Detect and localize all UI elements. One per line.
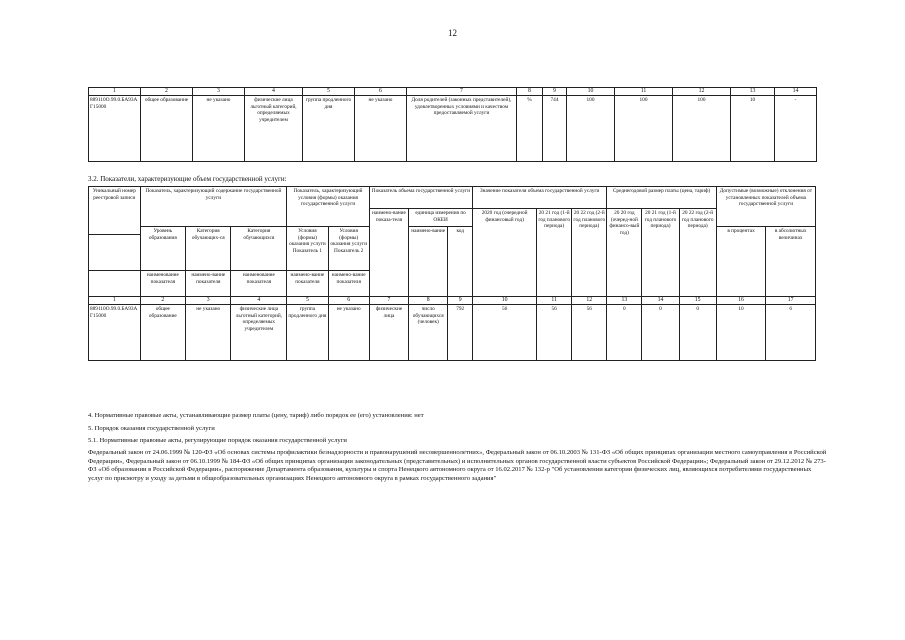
table-cell: общее образование	[140, 305, 185, 361]
table-cell: 100	[567, 96, 615, 162]
header-indicator-name: наимено-вание показателя	[328, 271, 369, 297]
column-number-row	[89, 88, 817, 96]
header-condition-1: Условия (формы) оказания услуги Показатель 1	[287, 227, 328, 271]
table-cell: 56	[473, 305, 537, 361]
col-number: 14	[775, 88, 817, 96]
table-cell: Доля родителей (законных представителей), удовлетворенных условиями и качеством предоставляемой услуги	[407, 96, 517, 162]
header-unique-number: Уникальный номер реестровой записи	[89, 187, 141, 235]
table-row	[89, 96, 817, 162]
header-year-2021: 20 21 год (1-й год планового периода)	[537, 209, 572, 297]
col-number: 3	[193, 88, 245, 96]
header-fee-2021: 20 21 год (1-й год планового периода)	[642, 209, 679, 297]
col-number: 12	[572, 297, 607, 305]
col-number: 8	[517, 88, 543, 96]
table-cell: не указано	[193, 96, 245, 162]
header-fee-2022: 20 22 год (2-й год планового периода)	[679, 209, 716, 297]
col-number: 10	[473, 297, 537, 305]
table-cell: 744	[543, 96, 567, 162]
col-number: 13	[731, 88, 775, 96]
col-number: 1	[89, 88, 141, 96]
header-unit-name: наимено-вание	[409, 227, 448, 297]
header-empty	[89, 271, 141, 297]
header-year-2022: 20 22 год (2-й год планового периода)	[572, 209, 607, 297]
cell-registry-number: 889110О.99.0.БА93АГ15000	[89, 305, 141, 361]
col-number: 5	[303, 88, 355, 96]
col-number: 6	[328, 297, 369, 305]
table-row	[89, 305, 816, 361]
col-number: 4	[245, 88, 303, 96]
table-cell: 10	[716, 305, 766, 361]
table-cell: 6	[766, 305, 816, 361]
header-absolute: в абсолютных величинах	[766, 227, 816, 297]
col-number: 12	[673, 88, 731, 96]
table-cell: группа продленного дня	[287, 305, 328, 361]
header-indicator-name: наименование показателя	[140, 271, 185, 297]
paragraph-regulatory-acts: 5.1. Нормативные правовые акты, регулирующие порядок оказания государственной услуги	[88, 437, 347, 444]
table-cell: 0	[607, 305, 642, 361]
col-number: 11	[615, 88, 673, 96]
header-conditions: Показатель, характеризующий условия (формы) оказания государственной услуги	[287, 187, 370, 227]
page-number: 12	[448, 28, 457, 38]
table-cell: 100	[615, 96, 673, 162]
col-number: 9	[543, 88, 567, 96]
table-cell: 792	[448, 305, 473, 361]
table-cell: группа продленного дня	[303, 96, 355, 162]
col-number: 11	[537, 297, 572, 305]
col-number: 1	[89, 297, 141, 305]
col-number: 15	[679, 297, 716, 305]
header-row	[89, 187, 816, 209]
col-number: 13	[607, 297, 642, 305]
header-deviation: Допустимые (возможные) отклонения от установленных показателей объема государственной услуги	[716, 187, 815, 227]
col-number: 10	[567, 88, 615, 96]
header-fee-2020: 20 20 год (очеред-ной финансо-вый год)	[607, 209, 642, 297]
col-number: 5	[287, 297, 328, 305]
volume-indicators-table	[88, 186, 816, 361]
table-cell: 56	[537, 305, 572, 361]
header-year-2020: 2020 год (очередной финансовый год)	[473, 209, 537, 297]
table-cell: не указано	[355, 96, 407, 162]
col-number: 7	[369, 297, 408, 305]
table-cell: -	[775, 96, 817, 162]
header-content: Показатель, характеризующий содержание государственной услуги	[140, 187, 287, 227]
table-cell: не указано	[186, 305, 231, 361]
header-level: Уровень образования	[140, 227, 185, 271]
table-cell: физические лица	[369, 305, 408, 361]
col-number: 8	[409, 297, 448, 305]
header-category-students: Категория обучающих-ся	[186, 227, 231, 271]
header-unit: единица измерения по ОКЕИ	[409, 209, 473, 227]
header-empty	[89, 235, 141, 271]
header-percent: в процентах	[716, 227, 766, 297]
table-cell: физические лица льготный категорий, определяемых учредителем	[245, 96, 303, 162]
table-cell: число обучающихся (человек)	[409, 305, 448, 361]
col-number: 6	[355, 88, 407, 96]
col-number: 3	[186, 297, 231, 305]
table-cell: физические лица льготный категорий, определяемых учредителем	[231, 305, 287, 361]
header-indicator-name: наименование показателя	[231, 271, 287, 297]
col-number: 9	[448, 297, 473, 305]
paragraph-service-procedure: 5. Порядок оказания государственной услуги	[88, 425, 215, 432]
table-cell: %	[517, 96, 543, 162]
header-category-users: Категория обучающихся	[231, 227, 287, 271]
header-indicator-name: наимено-вание показа-теля	[369, 209, 408, 297]
col-number: 2	[141, 88, 193, 96]
header-indicator-name: наимено-вание показателя	[186, 271, 231, 297]
column-number-row	[89, 297, 816, 305]
header-volume: Показатель объема государственной услуги	[369, 187, 472, 209]
col-number: 2	[140, 297, 185, 305]
table-cell: 56	[572, 305, 607, 361]
header-volume-value: Значение показателя объема государственной услуги	[473, 187, 607, 209]
table-cell: не указано	[328, 305, 369, 361]
col-number: 17	[766, 297, 816, 305]
paragraph-fee-acts: 4. Нормативные правовые акты, устанавливающие размер платы (цену, тариф) либо порядок ее (его) установления: нет	[88, 412, 424, 419]
header-condition-2: Условия (формы) оказания услуги Показатель 2	[328, 227, 369, 271]
table-cell: 0	[642, 305, 679, 361]
col-number: 7	[407, 88, 517, 96]
table-cell: общее образование	[141, 96, 193, 162]
header-unit-code: код	[448, 227, 473, 297]
table-cell: 0	[679, 305, 716, 361]
header-indicator-name: наимено-вание показателя	[287, 271, 328, 297]
section-title: 3.2. Показатели, характеризующие объем государственной услуги:	[88, 175, 287, 183]
header-avg-fee: Среднегодовой размер платы (цена, тариф)	[607, 187, 716, 209]
col-number: 4	[231, 297, 287, 305]
table-cell: 10	[731, 96, 775, 162]
col-number: 16	[716, 297, 766, 305]
col-number: 14	[642, 297, 679, 305]
table-cell: 100	[673, 96, 731, 162]
cell-registry-number: 889110О.99.0.БА93АГ15000	[89, 96, 141, 162]
paragraph-law-list: Федеральный закон от 24.06.1999 № 120-ФЗ «Об основах системы профилактики безнадзорности и правонарушений несовершеннолетних», Федеральный закон от 06.10.2003 № 131-ФЗ «Об общих принципах организации местного самоуправления в Российской Федерации», Федеральный закон от 06.10.1999 № 184-ФЗ «Об общих принципах организации законодательных (представительных) и исполнительных органов государственной власти субъектов Российской Федерации»; Федеральный закон от 29.12.2012 № 273-ФЗ «Об образовании в Российской Федерации», распоряжение Департамента образования, культуры и спорта Ненецкого автономного округа от 16.02.2017 № 132-р "Об установлении категории физических лиц, являющихся потребителями государственных услуг по присмотру и уходу за детьми в общеобразовательных организациях Ненецкого автономного округа в рамках государственного задания"	[88, 449, 827, 482]
quality-indicators-table	[88, 87, 817, 162]
